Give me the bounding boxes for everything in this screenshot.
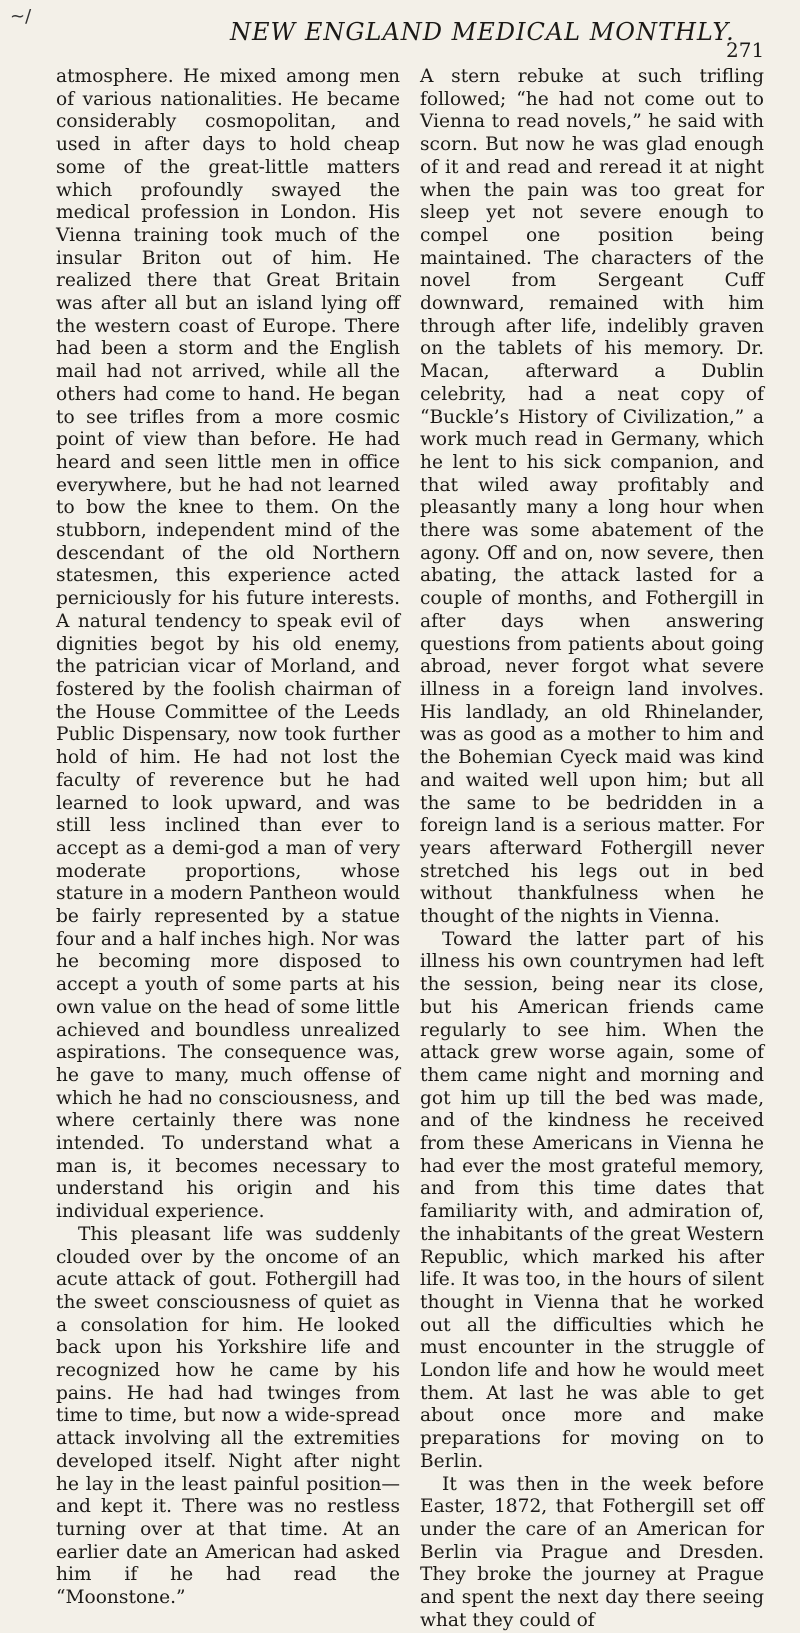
paragraph: This pleasant life was suddenly clouded over by the oncome of an acute attack of gout. Fothergill had the sweet consciousness of quiet as a consolation for him. He looked back upon his Yorkshire life and recognized how he came by his pains. He had had twinges from time to time, but now a wide-spread attack involving all the extremities developed itself. Night after night he lay in the least painful position—and kept it. There was no restless turning over at that time. At an earlier date an American had asked him if he had read the “Moonstone.”: [56, 1223, 400, 1609]
paragraph: It was then in the week before Easter, 1872, that Fothergill set off under the care of an American for Berlin via Prague and Dresden. They broke the journey at Prague and spent the next day there seeing what they could of: [420, 1473, 764, 1631]
running-head-title: NEW ENGLAND MEDICAL MONTHLY.: [230, 18, 735, 46]
paragraph: Toward the latter part of his illness his own countrymen had left the session, being near its close, but his American friends came regularly to see him. When the attack grew worse again, some of them came night and morning and got him up till the bed was made, and of the kindness he received from these Americans in Vienna he had ever the most grateful memory, and from this time dates that familiarity with, and admiration of, the inhabitants of the great Western Republic, which marked his after life. It was too, in the hours of silent thought in Vienna that he worked out all the difficulties which he must encounter in the struggle of London life and how he would meet them. At last he was able to get about once more and make preparations for moving on to Berlin.: [420, 928, 764, 1472]
right-column: [420, 66, 764, 1633]
paragraph: atmosphere. He mixed among men of various nationalities. He became considerably cosmopolitan, and used in after days to hold cheap some of the great-little matters which profoundly swayed the medical profession in London. His Vienna training took much of the insular Briton out of him. He realized there that Great Britain was after all but an island lying off the western coast of Europe. There had been a storm and the English mail had not arrived, while all the others had come to hand. He began to see trifles from a more cosmic point of view than before. He had heard and seen little men in office everywhere, but he had not learned to bow the knee to them. On the stubborn, independent mind of the descendant of the old Northern statesmen, this experience acted perniciously for his future interests. A natural tendency to speak evil of dignities begot by his old enemy, the patrician vicar of Morland, and fostered by the foolish chairman of the House Committee of the Leeds Public Dispensary, now took further hold of him. He had not lost the faculty of reverence but he had learned to look upward, and was still less inclined than ever to accept as a demi-god a man of very moderate proportions, whose stature in a modern Pantheon would be fairly represented by a statue four and a half inches high. Nor was he becoming more disposed to accept a youth of some parts at his own value on the head of some little achieved and boundless unrealized aspirations. The consequence was, he gave to many, much offense of which he had no consciousness, and where certainly there was none intended. To understand what a man is, it becomes necessary to understand his origin and his individual experience.: [56, 66, 400, 1223]
paragraph: A stern rebuke at such trifling followed; “he had not come out to Vienna to read novels,” he said with scorn. But now he was glad enough of it and read and reread it at night when the pain was too great for sleep yet not severe enough to compel one position being maintained. The characters of the novel from Sergeant Cuff downward, remained with him through after life, indelibly graven on the tablets of his memory. Dr. Macan, afterward a Dublin celebrity, had a neat copy of “Buckle’s History of Civilization,” a work much read in Germany, which he lent to his sick companion, and that wiled away profitably and pleasantly many a long hour when there was some abatement of the agony. Off and on, now severe, then abating, the attack lasted for a couple of months, and Fothergill in after days when answering questions from patients about going abroad, never forgot what severe illness in a foreign land involves. His landlady, an old Rhinelander, was as good as a mother to him and the Bohemian Cyeck maid was kind and waited well upon him; but all the same to be bedridden in a foreign land is a serious matter. For years afterward Fothergill never stretched his legs out in bed without thankfulness when he thought of the nights in Vienna.: [420, 66, 764, 928]
page-number: 271: [726, 38, 765, 62]
corner-mark: ~/: [10, 6, 32, 27]
left-column: [56, 66, 400, 1610]
